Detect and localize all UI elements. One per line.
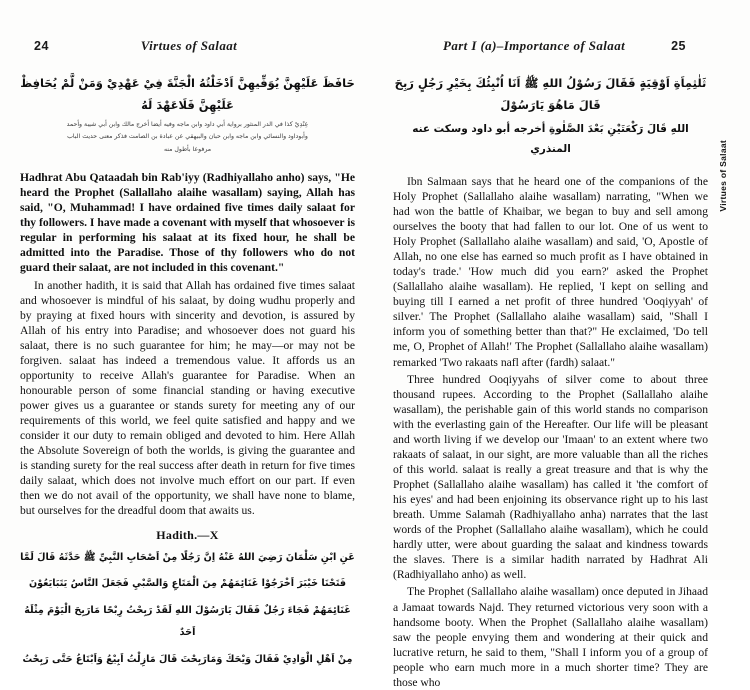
arabic-heading-right-line-1: ثَلٰثِمِاَةِ اَوْقِيَةٍ فَقَالَ رَسُوْلُ اللهِ ﷺ اَنَا اُنْبِئُكَ بِخَيْرِ رَجُلٍ رَبِحَ قَالَ مَاهُوَ يَارَسُوْلَ [394,76,707,113]
arabic-reference-line-3: مرفوعا بأطول منه [163,145,212,153]
running-title-right: Part I (a)–Importance of Salaat [442,38,626,53]
running-title-left: Virtues of Salaat [140,38,238,53]
hadith-arabic-line-1: عَنِ ابْنِ سَلْمَانَ رَضِيَ اللهُ عَنْهُ اِنَّ رَجُلًا مِنْ اَصْحَابِ النَّبِيِّ ﷺ حَدَّثَهُ قَالَ لَمَّا [20,551,355,563]
paragraph-left-1: Hadhrat Abu Qataadah bin Rab'iyy (Radhiyallaho anho) says, "He heard the Prophet (Sallallaho alaihe wasallam) saying, Allah has said, "O, Muhammad! I have ordained five times daily salaat for thy followers. I have made a covenant with myself that whosoever is regular in performing his salaat at its fixed hour, he shall be admitted into the Paradise. Those of thy followers who do not guard their salaat, are not included in this covenant." [20,171,355,275]
arabic-heading-left: حَافَظَ عَلَيْهِنَّ يُوَفِّيهِنَّ اَدْخَلْتُهُ الْجَنَّةَ فِيْ عَهْدِيْ وَمَنْ لَّمْ يُحَافِظْ عَلَيْهِنَّ فَلَاعَهْدَ لَهُ [20,76,355,113]
paragraph-right-3: The Prophet (Sallallaho alaihe wasallam) once deputed in Jihaad a Jamaat towards Najd. They returned victorious very soon with a handsome booty. When the Prophet (Sallallaho alaihe wasallam) saw the people envying them and wondering at their quick and lucrative return, he said to them, "Shall I inform you of a group of people who earn much more in a much shorter time? They are those who [393,585,708,689]
folio-left: 24 [34,39,49,53]
folio-right: 25 [671,39,686,53]
hadith-arabic-line-4: مِنْ اَهْلِ الْوَادِيْ فَقَالَ وَيْحَكَ وَمَارَبِحْتَ قَالَ مَازِلْتُ اَبِيْعُ وَاَبْتَاعُ حَتَّى رَبِحْتُ [22,653,353,665]
side-tab-thumb-index [718,140,744,212]
paragraph-left-2: In another hadith, it is said that Allah has ordained five times salaat and whosoever is mindful of his salaat, by doing wudhu properly and by praying at fixed hours with sincerity and devotion, is assured by Allah of his entry into Paradise; and whosoever does not guard his salaat, there is no such guarantee for him; he may—or may not be forgiven. salaat has indeed a tremendous value. It affords us an opportunity to receive Allah's guarantee for Paradise. When an honourable person of some financial standing or having executive power gives us a guarantee or stands surety for meeting any of our requirements of this world, we feel quite satisfied and happy and we consider it our duty to remain obliged and devoted to him. Here Allah the Absolute Sovereign of both the worlds, is giving the guarantee and is standing surety for the real success after death in return for five times daily salaat, which does not involve much effort on our part. If even then we do not avail of the opportunity, we shall have none to blame, but ourselves for the dreadful doom that awaits us. [20,278,355,518]
hadith-arabic-line-3: غَنَائِمَهُمْ فَجَاءَ رَجُلٌ فَقَالَ يَارَسُوْلَ اللهِ لَقَدْ رَبِحْتُ رِبْحًا مَارَبِحَ الْيَوْمَ مِثْلَهُ اَحَدٌ [24,604,351,639]
hadith-heading: Hadith.—X [156,527,219,542]
side-tab-line-2: Salaat [718,140,728,167]
side-tab-line-1: Virtues of [718,169,728,212]
running-head-right [393,38,708,58]
page-right [375,0,750,689]
arabic-reference-line-2: وأبوداود والنسائي وابن ماجه وابن حبان والبيهقي عن عبادة بن الصامت فذكر معنى حديث الباب [67,133,308,141]
paragraph-right-1: Ibn Salmaan says that he heard one of the companions of the Holy Prophet (Sallallaho alaihe wasallam) narrating, "When we had won the battle of Khaibar, we began to buy and sell among ourselves the booty that had fallen to our lot. One of us went to Holy Prophet (Sallallaho alaihe wasallam) and said, 'O, Apostle of Allah, no one else has earned so much profit as I have obtained in today's trade.' 'How much did you earn?' asked the Prophet (Sallallaho alaihe wasallam). He replied, 'I kept on selling and buying till I earned a net profit of three hundred 'Ooqiyyah' of silver.' The Prophet (Sallallaho alaihe wasallam) said, "Shall I inform you of something better than that?" He exclaimed, 'Do tell me, O, Prophet of Allah!' The Prophet (Sallallaho alaihe wasallam) remarked 'Two rakaats nafl after (fardh) salaat." [393,174,708,369]
running-head-left [20,38,355,58]
hadith-arabic-line-2: فَتَحْنَا خَيْبَرَ اَخْرَجُوْا غَنَائِمَهُمْ مِنَ الْمَتَاعِ وَالسَّبْيِ فَجَعَلَ النَّاسُ يَتَبَايَعُوْنَ [28,578,347,590]
arabic-reference-line-1: عِنْدِيْ كذا في الدر المنثور برواية أبي داود وابن ماجه وفيه أيضا أخرج مالك وابن أبي شيبة وأحمد [66,120,309,128]
page-left [0,0,375,665]
arabic-heading-right-line-2: اللهِ قَالَ رَكْعَتَيْنِ بَعْدَ الصَّلٰوةِ أخرجه أبو داود وسكت عنه المنذري [412,122,689,156]
paragraph-right-2: Three hundred Ooqiyyahs of silver come to about three thousand rupees. According to the Prophet (Sallallaho alaihe wasallam), the perishable gain of this world stands no comparison with the everlasting gain of the Hereafter. Our life will be pleasant and worth living if we develop our 'Imaan' to an extent where two rakaats of salaat, in our sight, are more valuable than all the riches of this world. salaat is really a great treasure and that is why the Prophet (Sallallaho alaihe wasallam) has called it 'the comfort of his eyes' and had been enjoining its observance right up to his last breath. Umme Salamah (Radhiyallaho anha) narrates that the last words of the Prophet (Sallallaho alaihe wasallam), which he could hardly utter, were about guarding the salaat and kindness towards the slaves. There is a similar hadith narrated by Hadhrat Ali (Radhiyallaho anho) as well. [393,372,708,582]
